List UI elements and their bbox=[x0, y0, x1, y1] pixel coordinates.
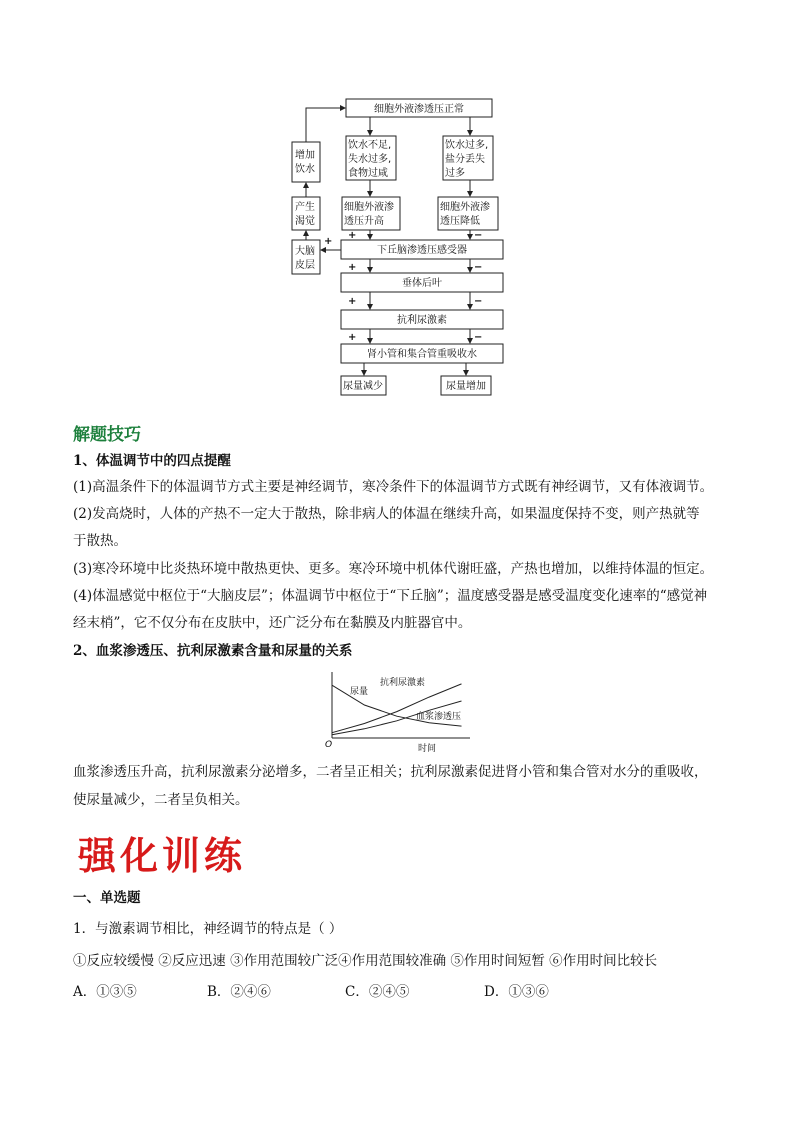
tips-point1-title: 1、体温调节中的四点提醒 bbox=[73, 453, 231, 469]
sign-minus: − bbox=[474, 332, 483, 343]
flow-left-cause-2: 失水过多, bbox=[348, 154, 392, 165]
sign-plus: + bbox=[348, 296, 357, 307]
tips-p3: (3)寒冷环境中比炎热环境中散热更快、更多。寒冷环境中机体代谢旺盛，产热也增加，以维持体温的恒定。 bbox=[73, 561, 714, 577]
sign-plus: + bbox=[324, 236, 333, 247]
flow-urine-more: 尿量增加 bbox=[446, 381, 486, 392]
flow-right-cause-1: 饮水过多, bbox=[445, 140, 489, 151]
box-drink bbox=[292, 142, 320, 182]
flow-left-result-2: 透压升高 bbox=[344, 216, 384, 227]
chart-origin-label: O bbox=[325, 740, 333, 750]
legend-urine: 尿量 bbox=[350, 687, 369, 697]
flow-right-cause-2: 盐分丢失 bbox=[445, 154, 485, 165]
sign-plus: + bbox=[348, 332, 357, 343]
flow-right-result-2: 透压降低 bbox=[440, 216, 480, 227]
flow-thirst-2: 渴觉 bbox=[295, 216, 315, 227]
sign-minus: − bbox=[474, 262, 483, 273]
flow-pituitary: 垂体后叶 bbox=[402, 278, 442, 289]
flow-thirst-1: 产生 bbox=[295, 202, 315, 213]
relationship-line-chart bbox=[318, 668, 478, 756]
option-d[interactable]: D．①③⑥ bbox=[484, 984, 549, 1000]
chart-xlabel: 时间 bbox=[418, 744, 437, 754]
tips-point2-title: 2、血浆渗透压、抗利尿激素含量和尿量的关系 bbox=[73, 643, 353, 659]
sign-plus: + bbox=[348, 230, 357, 241]
question-1-items: ①反应较缓慢 ②反应迅速 ③作用范围较广泛④作用范围较准确 ⑤作用时间短暂 ⑥作用时间比较长 bbox=[73, 953, 658, 969]
tips-p2-line1: (2)发高烧时，人体的产热不一定大于散热，除非病人的体温在继续升高，如果温度保持不变，则产热就等 bbox=[73, 506, 700, 522]
flow-drink-1: 增加 bbox=[295, 150, 315, 161]
flow-drink-2: 饮水 bbox=[295, 164, 315, 175]
flow-cortex-2: 皮层 bbox=[295, 260, 315, 271]
osmotic-regulation-flowchart bbox=[280, 92, 520, 402]
option-a[interactable]: A．①③⑤ bbox=[73, 984, 137, 1000]
tips-p1: (1)高温条件下的体温调节方式主要是神经调节，寒冷条件下的体温调节方式既有神经调节，又有体液调节。 bbox=[73, 479, 714, 495]
sign-plus: + bbox=[348, 262, 357, 273]
section-single-choice: 一、单选题 bbox=[73, 890, 141, 906]
flow-right-cause-3: 过多 bbox=[445, 168, 465, 179]
flow-left-result-1: 细胞外液渗 bbox=[344, 202, 394, 213]
training-title: 强化训练 bbox=[78, 833, 247, 878]
section-heading-tips: 解题技巧 bbox=[73, 425, 141, 445]
flow-receptor: 下丘脑渗透压感受器 bbox=[377, 245, 467, 256]
tips-p5-line1: 血浆渗透压升高，抗利尿激素分泌增多，二者呈正相关；抗利尿激素促进肾小管和集合管对水分的重吸收， bbox=[73, 764, 708, 780]
option-b[interactable]: B．②④⑥ bbox=[207, 984, 271, 1000]
tips-p4-line2: 经末梢”，它不仅分布在皮肤中，还广泛分布在黏膜及内脏器官中。 bbox=[73, 615, 472, 631]
tips-p4-line1: (4)体温感觉中枢位于“大脑皮层”；体温调节中枢位于“下丘脑”；温度感受器是感受温度变化速率的“感觉神 bbox=[73, 588, 708, 604]
flow-left-cause-1: 饮水不足, bbox=[348, 140, 392, 151]
flow-left-cause-3: 食物过咸 bbox=[348, 168, 388, 179]
sign-minus: − bbox=[474, 230, 483, 241]
tips-p2-line2: 于散热。 bbox=[73, 533, 127, 549]
flow-top-text: 细胞外液渗透压正常 bbox=[374, 104, 464, 115]
flow-cortex-1: 大脑 bbox=[295, 246, 315, 257]
legend-plasma: 血浆渗透压 bbox=[416, 712, 462, 722]
flow-urine-less: 尿量减少 bbox=[343, 381, 383, 392]
sign-minus: − bbox=[474, 296, 483, 307]
legend-adh: 抗利尿激素 bbox=[380, 678, 426, 688]
option-c[interactable]: C．②④⑤ bbox=[345, 984, 410, 1000]
flow-adh: 抗利尿激素 bbox=[397, 315, 447, 326]
flow-kidney: 肾小管和集合管重吸收水 bbox=[367, 349, 477, 360]
question-1-stem: 1．与激素调节相比，神经调节的特点是（ ） bbox=[73, 921, 343, 937]
flow-right-result-1: 细胞外液渗 bbox=[440, 202, 490, 213]
tips-p5-line2: 使尿量减少，二者呈负相关。 bbox=[73, 792, 249, 808]
